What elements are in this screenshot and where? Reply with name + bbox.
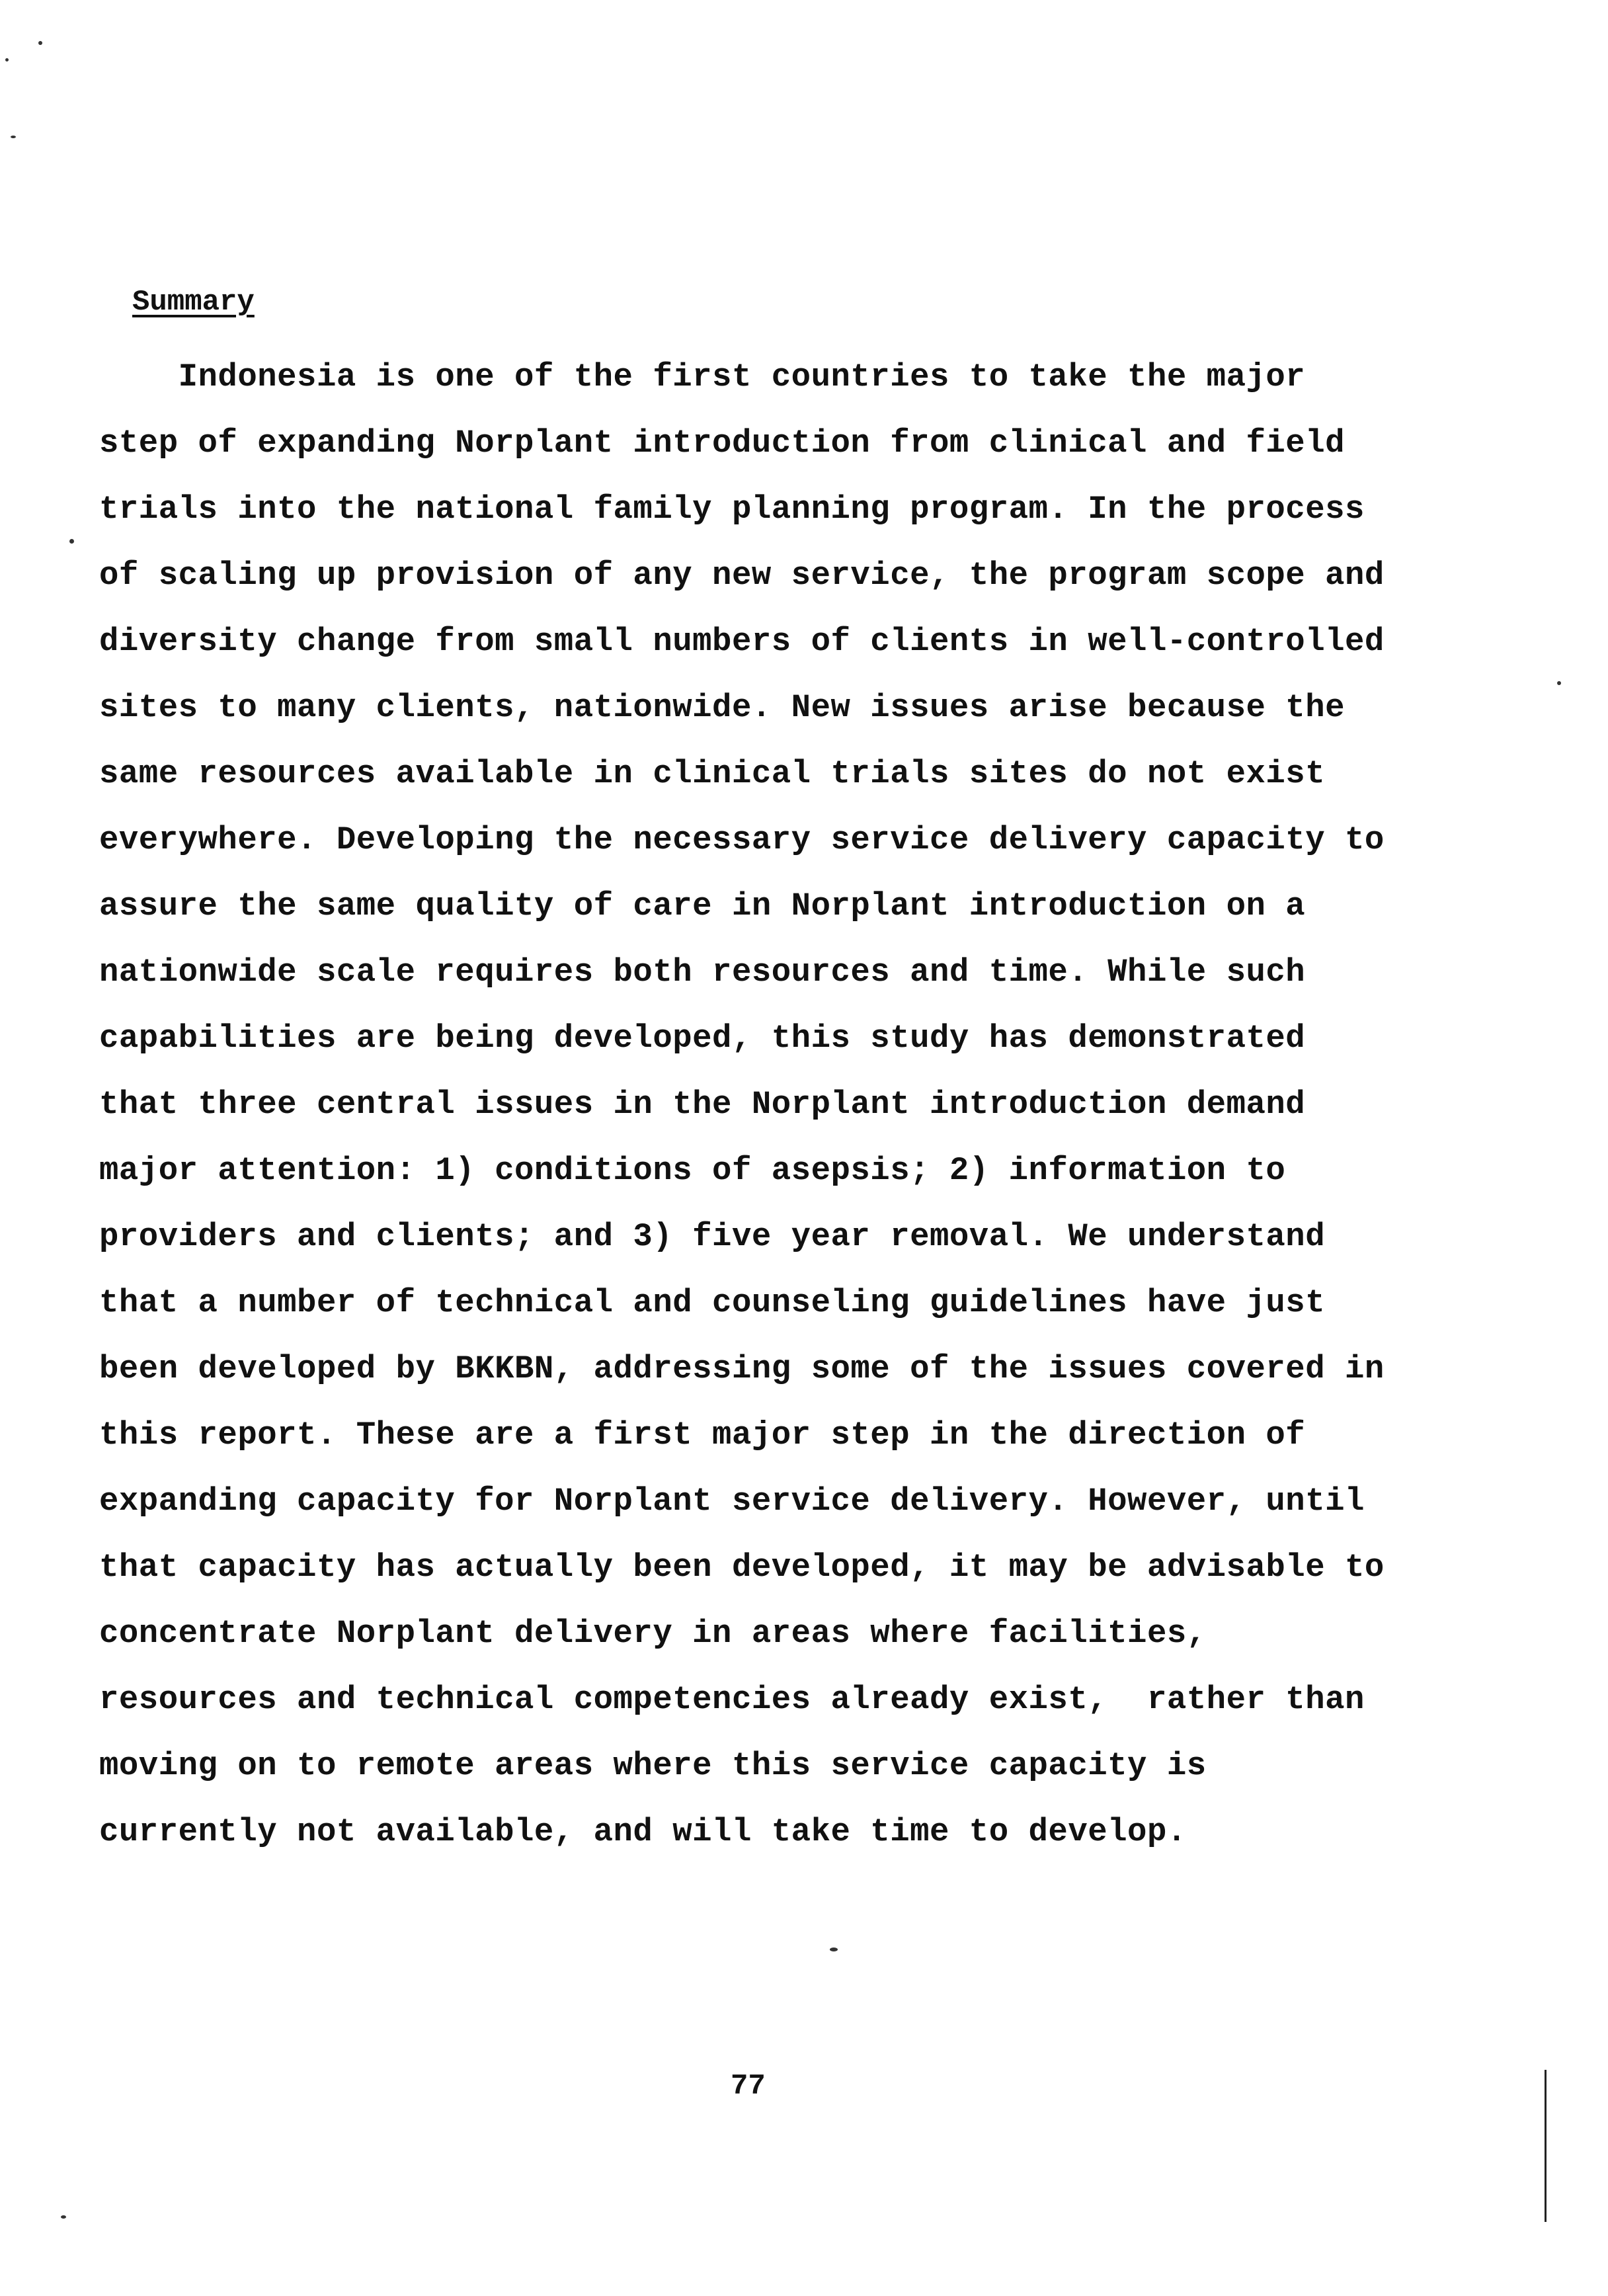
scan-speck	[38, 41, 42, 45]
scan-speck	[1557, 681, 1561, 685]
paragraph-line: nationwide scale requires both resources and time. While such	[99, 954, 1306, 991]
paragraph-line: capabilities are being developed, this study has demonstrated	[99, 1020, 1306, 1057]
paragraph-line: moving on to remote areas where this service capacity is	[99, 1747, 1207, 1784]
paragraph-line: sites to many clients, nationwide. New issues arise because the	[99, 689, 1346, 726]
paragraph-line: of scaling up provision of any new service, the program scope and	[99, 557, 1385, 594]
page-number: 77	[731, 2070, 766, 2103]
paragraph-line: expanding capacity for Norplant service delivery. However, until	[99, 1483, 1365, 1520]
paragraph-line: diversity change from small numbers of clients in well-controlled	[99, 623, 1385, 660]
paragraph-line: major attention: 1) conditions of asepsis; 2) information to	[99, 1152, 1286, 1189]
paragraph-line: that capacity has actually been developed, it may be advisable to	[99, 1549, 1385, 1586]
paragraph-line: same resources available in clinical trials sites do not exist	[99, 755, 1326, 792]
paragraph-line: assure the same quality of care in Norplant introduction on a	[99, 887, 1306, 924]
paragraph-line: providers and clients; and 3) five year removal. We understand	[99, 1218, 1326, 1255]
scan-speck	[11, 136, 16, 138]
paragraph-line: everywhere. Developing the necessary service delivery capacity to	[99, 821, 1385, 858]
paragraph-line: that a number of technical and counseling guidelines have just	[99, 1284, 1326, 1321]
scan-speck	[830, 1948, 838, 1951]
section-heading: Summary	[132, 286, 255, 319]
paragraph-line: that three central issues in the Norplant introduction demand	[99, 1086, 1306, 1123]
paragraph-line: trials into the national family planning program. In the process	[99, 491, 1365, 528]
scan-speck	[61, 2215, 66, 2219]
scan-speck	[5, 58, 9, 62]
scan-speck	[69, 539, 74, 544]
scan-edge-line	[1545, 2070, 1547, 2222]
paragraph-line: step of expanding Norplant introduction from clinical and field	[99, 425, 1346, 462]
paragraph-line: resources and technical competencies already exist, rather than	[99, 1681, 1365, 1718]
paragraph-line: been developed by BKKBN, addressing some of the issues covered in	[99, 1350, 1385, 1387]
paragraph-line: concentrate Norplant delivery in areas where facilities,	[99, 1615, 1207, 1652]
summary-paragraph	[99, 344, 1474, 1865]
paragraph-line: this report. These are a first major step in the direction of	[99, 1416, 1306, 1454]
paragraph-line: Indonesia is one of the first countries to take the major	[99, 358, 1306, 395]
paragraph-line: currently not available, and will take time to develop.	[99, 1813, 1187, 1850]
